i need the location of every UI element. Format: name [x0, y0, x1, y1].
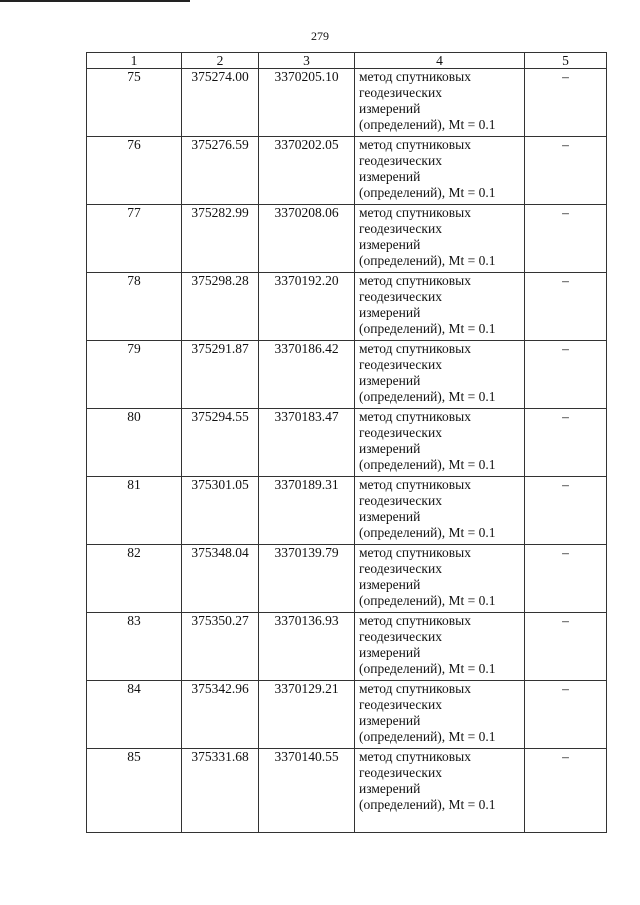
method-cell — [355, 137, 525, 205]
method-line: метод спутниковых — [359, 545, 471, 560]
table-header-row — [87, 53, 607, 69]
y-coordinate-cell: 3370136.93 — [259, 613, 355, 681]
y-coordinate-cell: 3370129.21 — [259, 681, 355, 749]
y-coordinate-cell: 3370205.10 — [259, 69, 355, 137]
x-coordinate-cell: 375350.27 — [182, 613, 259, 681]
point-number-cell: 80 — [87, 409, 182, 477]
method-cell — [355, 545, 525, 613]
method-line: метод спутниковых — [359, 613, 471, 628]
note-cell: – — [525, 137, 607, 205]
point-number-cell: 83 — [87, 613, 182, 681]
column-header: 2 — [182, 53, 259, 69]
method-line: геодезических — [359, 85, 442, 100]
note-cell: – — [525, 477, 607, 545]
column-header: 5 — [525, 53, 607, 69]
method-line: (определений), Mt = 0.1 — [359, 457, 496, 472]
method-line: метод спутниковых — [359, 477, 471, 492]
method-line: геодезических — [359, 493, 442, 508]
note-cell: – — [525, 749, 607, 833]
method-line: метод спутниковых — [359, 681, 471, 696]
top-rule — [0, 0, 190, 2]
note-cell: – — [525, 613, 607, 681]
method-line: измерений — [359, 509, 421, 524]
column-header: 4 — [355, 53, 525, 69]
y-coordinate-cell: 3370186.42 — [259, 341, 355, 409]
note-cell: – — [525, 273, 607, 341]
point-number-cell: 81 — [87, 477, 182, 545]
table-row — [87, 273, 607, 341]
method-line: метод спутниковых — [359, 273, 471, 288]
x-coordinate-cell: 375294.55 — [182, 409, 259, 477]
method-line: измерений — [359, 305, 421, 320]
y-coordinate-cell: 3370192.20 — [259, 273, 355, 341]
note-cell: – — [525, 69, 607, 137]
method-line: измерений — [359, 577, 421, 592]
x-coordinate-cell: 375291.87 — [182, 341, 259, 409]
table-row — [87, 341, 607, 409]
method-line: (определений), Mt = 0.1 — [359, 185, 496, 200]
method-line: метод спутниковых — [359, 205, 471, 220]
note-cell: – — [525, 341, 607, 409]
x-coordinate-cell: 375274.00 — [182, 69, 259, 137]
table-row — [87, 613, 607, 681]
method-cell — [355, 273, 525, 341]
page-number: 279 — [311, 29, 329, 43]
x-coordinate-cell: 375282.99 — [182, 205, 259, 273]
method-line: геодезических — [359, 425, 442, 440]
method-line: измерений — [359, 645, 421, 660]
method-cell — [355, 69, 525, 137]
point-number-cell: 82 — [87, 545, 182, 613]
method-line: измерений — [359, 441, 421, 456]
method-line: (определений), Mt = 0.1 — [359, 593, 496, 608]
x-coordinate-cell: 375348.04 — [182, 545, 259, 613]
method-line: (определений), Mt = 0.1 — [359, 729, 496, 744]
y-coordinate-cell: 3370140.55 — [259, 749, 355, 833]
table-row — [87, 749, 607, 833]
method-line: измерений — [359, 237, 421, 252]
point-number-cell: 76 — [87, 137, 182, 205]
table-row — [87, 69, 607, 137]
method-line: (определений), Mt = 0.1 — [359, 797, 496, 812]
y-coordinate-cell: 3370183.47 — [259, 409, 355, 477]
method-line: (определений), Mt = 0.1 — [359, 117, 496, 132]
method-line: (определений), Mt = 0.1 — [359, 321, 496, 336]
method-line: измерений — [359, 169, 421, 184]
method-line: геодезических — [359, 697, 442, 712]
column-header: 1 — [87, 53, 182, 69]
method-line: метод спутниковых — [359, 749, 471, 764]
method-line: геодезических — [359, 221, 442, 236]
table-row — [87, 205, 607, 273]
method-cell — [355, 477, 525, 545]
table-row — [87, 681, 607, 749]
column-header: 3 — [259, 53, 355, 69]
method-line: измерений — [359, 781, 421, 796]
method-cell — [355, 205, 525, 273]
x-coordinate-cell: 375301.05 — [182, 477, 259, 545]
point-number-cell: 77 — [87, 205, 182, 273]
method-line: геодезических — [359, 289, 442, 304]
method-line: измерений — [359, 101, 421, 116]
point-number-cell: 75 — [87, 69, 182, 137]
method-line: геодезических — [359, 765, 442, 780]
method-line: измерений — [359, 373, 421, 388]
method-line: метод спутниковых — [359, 341, 471, 356]
y-coordinate-cell: 3370189.31 — [259, 477, 355, 545]
method-line: геодезических — [359, 357, 442, 372]
point-number-cell: 84 — [87, 681, 182, 749]
table-row — [87, 409, 607, 477]
y-coordinate-cell: 3370202.05 — [259, 137, 355, 205]
method-line: (определений), Mt = 0.1 — [359, 525, 496, 540]
note-cell: – — [525, 681, 607, 749]
note-cell: – — [525, 409, 607, 477]
method-line: метод спутниковых — [359, 409, 471, 424]
x-coordinate-cell: 375298.28 — [182, 273, 259, 341]
method-cell — [355, 749, 525, 833]
x-coordinate-cell: 375342.96 — [182, 681, 259, 749]
method-cell — [355, 341, 525, 409]
method-cell — [355, 613, 525, 681]
point-number-cell: 85 — [87, 749, 182, 833]
method-line: метод спутниковых — [359, 69, 471, 84]
method-cell — [355, 409, 525, 477]
table-row — [87, 477, 607, 545]
method-line: метод спутниковых — [359, 137, 471, 152]
table-row — [87, 137, 607, 205]
method-cell — [355, 681, 525, 749]
table-body — [87, 69, 607, 833]
method-line: геодезических — [359, 561, 442, 576]
method-line: (определений), Mt = 0.1 — [359, 661, 496, 676]
method-line: (определений), Mt = 0.1 — [359, 253, 496, 268]
method-line: (определений), Mt = 0.1 — [359, 389, 496, 404]
coordinates-table — [86, 52, 607, 833]
point-number-cell: 78 — [87, 273, 182, 341]
note-cell: – — [525, 205, 607, 273]
method-line: геодезических — [359, 629, 442, 644]
method-line: геодезических — [359, 153, 442, 168]
y-coordinate-cell: 3370208.06 — [259, 205, 355, 273]
method-line: измерений — [359, 713, 421, 728]
point-number-cell: 79 — [87, 341, 182, 409]
x-coordinate-cell: 375331.68 — [182, 749, 259, 833]
table-row — [87, 545, 607, 613]
y-coordinate-cell: 3370139.79 — [259, 545, 355, 613]
note-cell: – — [525, 545, 607, 613]
x-coordinate-cell: 375276.59 — [182, 137, 259, 205]
